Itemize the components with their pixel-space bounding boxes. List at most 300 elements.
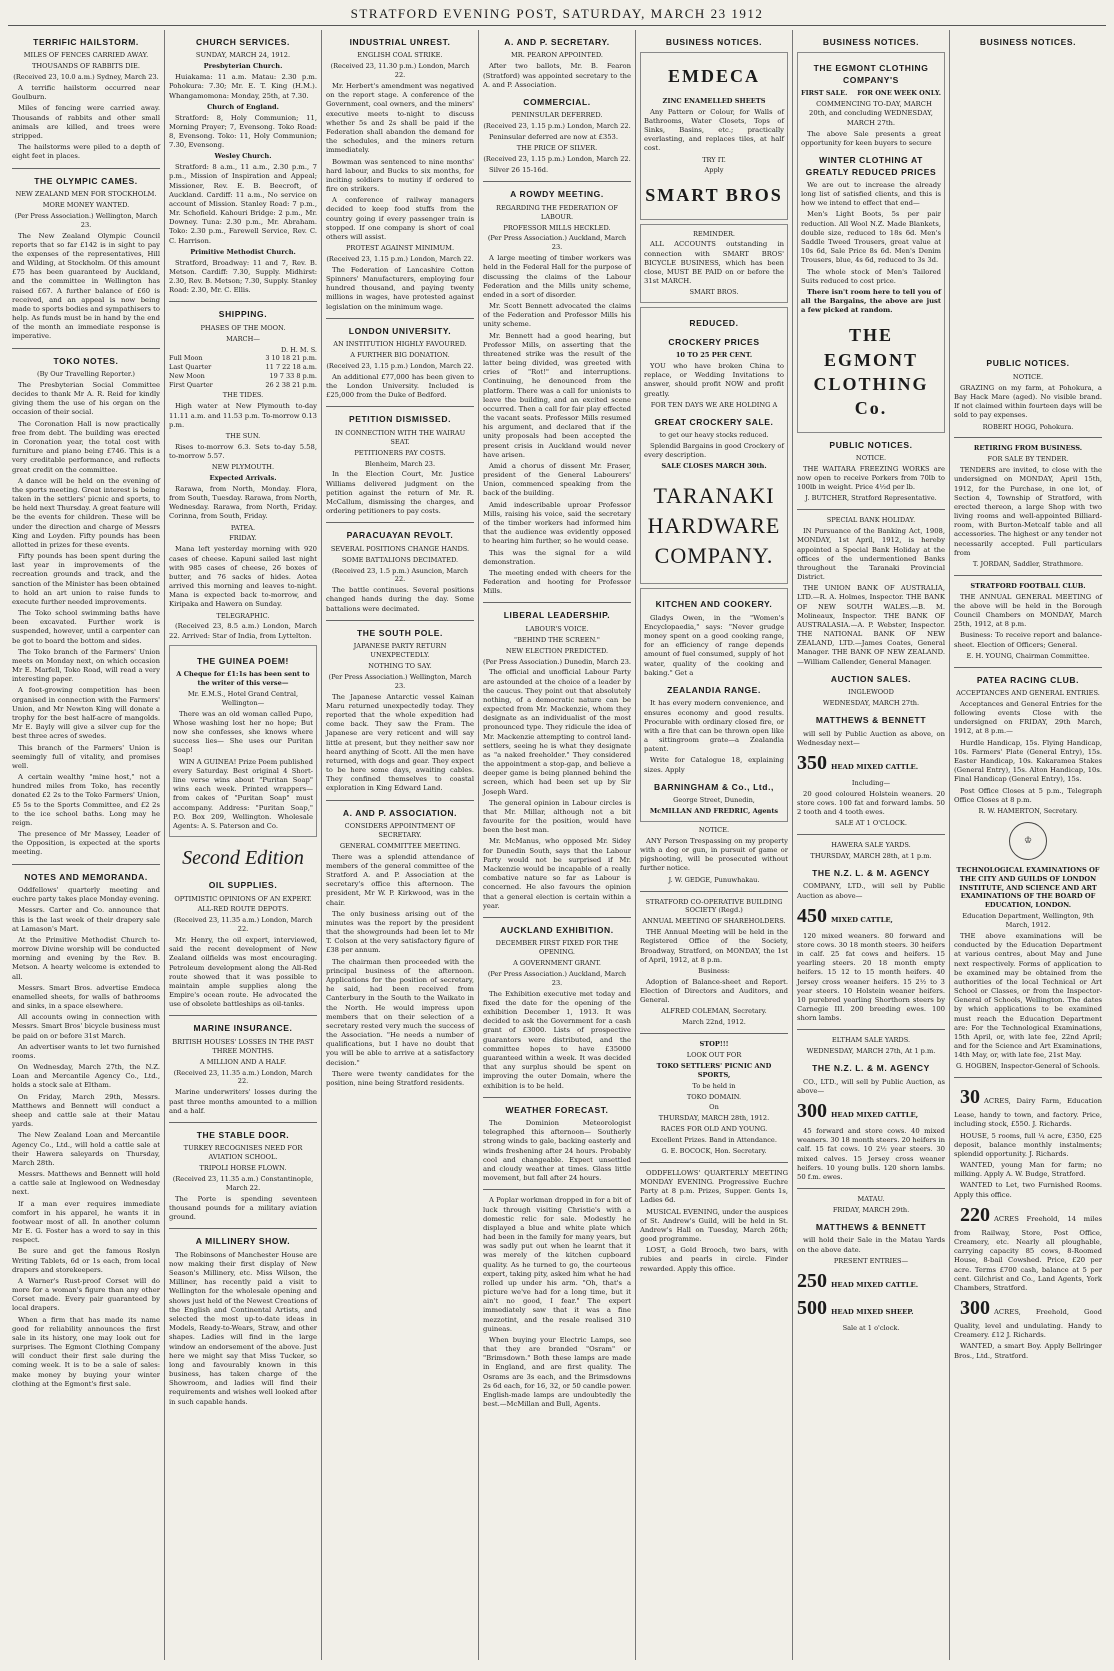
subhead: REMINDER. <box>692 229 736 238</box>
paragraph: This branch of the Farmers' Union is seemingly full of vitality, and promises well. <box>12 743 160 770</box>
lot-line: 350 HEAD MIXED CATTLE. <box>797 751 919 774</box>
headline: PARACUAYAN REVOLT. <box>346 530 454 541</box>
subhead: 10 TO 25 PER CENT. <box>675 351 753 360</box>
paragraph: THE WAITARA FREEZING WORKS are now open to receive Porkers from 70lb to 100lb in weight. Price 4½d per lb. <box>797 464 945 492</box>
headline: THE SOUTH POLE. <box>357 627 443 638</box>
kitchen-ad <box>640 588 788 822</box>
paragraph: Rarawa, from North, Monday. Flora, from South, Tuesday. Rarawa, from North, Wednesday. Rarawa, from North, Friday. Corinna, from South, Friday. <box>169 484 317 521</box>
subhead: On <box>709 1103 719 1112</box>
paragraph: The Presbyterian Social Committee decides to thank Mr A. R. Reid for kindly giving them the use of his organ on the occasion of their social. <box>12 380 160 417</box>
subhead: NEW ZEALAND MEN FOR STOCKHOLM. <box>15 189 157 198</box>
paragraph: The meeting ended with cheers for the Federation and hooting for Professor Mills. <box>483 568 631 596</box>
lot-line: 450 MIXED CATTLE, <box>797 904 893 927</box>
divider <box>326 620 474 621</box>
paragraph: Messrs. Carter and Co. announce that this is the last week of their drapery sale at Lamason's Mart. <box>12 906 160 933</box>
paragraph: A Poplar workman dropped in for a bit of luck through visiting Christie's with a domestic relic for sale. Modestly he displayed a blue and white plate which had been in the family for many years, but was sadly put out when he learnt that it was merely of the kitchen cupboard quality. As he turned to go, the courteous expert, taking pity, asked him what he had rolled up under his arm. "Oh, that's a picture we've had for a long time, but it ain't no good, I fear." The expert immediately saw that it was a fine mezzotint, and the resale realised 310 guineas. <box>483 1196 631 1333</box>
paragraph: A dance will be held on the evening of the sports meeting. Great interest is being taken in the settlers' picnic and sports, to be held next Thursday. A great feature will be the events for children. These will be under the direction and charge of Messrs King and Loyden. Fifty pounds has been allotted in prizes for these events. <box>12 476 160 549</box>
dateline: (Received 23, 11.35 a.m.) London, March 22. <box>173 1068 313 1086</box>
headline: A MILLINERY SHOW. <box>195 1236 291 1247</box>
divider <box>169 1122 317 1123</box>
paragraph: Messrs. Smart Bros. advertise Emdeca enamelled sheets, for walls of bathrooms and sinks, in a space elsewhere. <box>12 983 160 1011</box>
subhead: TOKO DOMAIN. <box>686 1092 742 1101</box>
paragraph: GRAZING on my farm, at Pohokura, a Bay Hack Mare (aged). No visible brand. If not claimed within fourteen days will be sold to pay expenses. <box>954 383 1102 420</box>
subhead: FOR SALE BY TENDER. <box>987 455 1069 464</box>
paragraph: Silver 26 15-16d. <box>489 166 549 175</box>
subhead: ANNUAL MEETING OF SHAREHOLDERS. <box>642 917 786 926</box>
subhead: PROFESSOR MILLS HECKLED. <box>503 223 611 232</box>
dateline: (Received 23, 1.5 p.m.) Asuncion, March 22. <box>331 566 469 584</box>
subhead: NEW PLYMOUTH. <box>211 463 275 472</box>
subhead: SUNDAY, MARCH 24, 1912. <box>195 51 291 60</box>
divider <box>640 891 788 892</box>
paragraph: A large meeting of timber workers was held in the Federal Hall for the purpose of discussing the claims of the Labour Federation and the Mills unity scheme, ended in a sort of disorder. <box>483 254 631 299</box>
headline: CHURCH SERVICES. <box>196 37 290 47</box>
headline: BARNINGHAM & Co., Ltd., <box>653 781 775 792</box>
dateline: (Received 23, 10.0 a.m.) Sydney, March 23. <box>13 73 159 82</box>
paragraph: IN Pursuance of the Banking Act, 1908, MONDAY, 1st April, 1912, is hereby appointed a Special Bank Holiday at the offices of the undermentioned Banks throughout the Taranaki Provincial District. <box>797 527 945 582</box>
subhead: ACCEPTANCES AND GENERAL ENTRIES. <box>956 689 1100 698</box>
paragraph: When a firm that has made its name good for reliability announces the first sale in its history, one may look out for surprises. The Egmont Clothing Company will conduct their first sale during the coming week. It is to be a sale of sales: make money by buying your winter clothing at the Egmont's first sale. <box>12 1315 160 1388</box>
paragraph: Amid a chorus of dissent Mr. Fraser, president of the General Labourers' Union, commenced speaking from the back of the building. <box>483 461 631 498</box>
divider <box>326 318 474 319</box>
signature: G. HOGBEN, Inspector-General of Schools. <box>956 1062 1100 1071</box>
crockery-ad <box>640 307 788 584</box>
paragraph: A terrific hailstorm occurred near Goulburn. <box>12 84 160 102</box>
signature: J. W. GEDGE, Punuwhakau. <box>668 875 760 884</box>
subhead: SALE CLOSES MARCH 30th. <box>661 462 767 471</box>
crest-icon: ♔ <box>1009 822 1047 860</box>
taranaki-title: TARANAKI HARDWARE COMPANY. <box>647 483 781 568</box>
paragraph: Mr. Herbert's amendment was negatived on the report stage. A conference of the Government, coal owners, and the miners' executive meets to-night to discuss whether 5s and 2s shall be paid if the Federation shall abandon the demand for the schedules, and the miners return immediately. <box>326 82 474 155</box>
paragraph: Stratford: 8, Holy Communion; 11, Morning Prayer; 7, Evensong. Toko Road: 8, Evensong. Toko: 11, Holy Communion; 7.30, Evensong. <box>169 113 317 150</box>
subhead: WEDNESDAY, MARCH 27th. <box>822 699 920 708</box>
paragraph: Acceptances and General Entries for the following events Close with the undersigned on FRIDAY, 29th March, 1912, at 8 p.m.— <box>954 699 1102 736</box>
headline: TOKO NOTES. <box>53 355 119 366</box>
subhead: TOKO SETTLERS' PICNIC AND SPORTS, <box>656 1061 772 1079</box>
subhead: SPECIAL BANK HOLIDAY. <box>826 516 916 525</box>
subhead: NOTICE. <box>698 826 730 835</box>
paragraph: 45 forward and store cows. 40 mixed weaners. 30 18 month steers. 20 heifers in calf. 15 fat cows. 10 2½ year steers. 30 mixed calves. 15 Jersey cross weaner heifers. 10 young bulls. 120 shorn lambs. 50 f.m. ewes. <box>797 1127 945 1181</box>
paragraph: Men's Light Boots, 5s per pair reduction. All Wool N.Z. Made Blankets, double size, reduced to 18s 6d. Men's Saddle Tweed Trousers, great value at 10s 6d, Sale Price 8s 6d. Men's Denim Trousers, blue, 4s 6d, reduced to 3s 3d. <box>801 210 941 265</box>
paragraph: The Toko branch of the Farmers' Union meets on Monday next, on which occasion Mr E. Marfell, Toko Road, will read a very interesting paper. <box>12 647 160 684</box>
subhead: MORE MONEY WANTED. <box>42 200 130 209</box>
divider <box>954 437 1102 438</box>
reminder-ad <box>640 224 788 304</box>
headline: THE OLYMPIC CAMES. <box>34 175 138 186</box>
paragraph: ANY Person Trespassing on my property with a dog or gun, in pursuit of game or pigshooting, will be prosecuted without further notice. <box>640 836 788 873</box>
paragraph: A certain wealthy "mine host," not a hundred miles from Toko, has recently donated £2 2s to the Toko Farmers' Union, £5 5s to the Sports Committee, and £2 2s to the ice school baths. Long may he reign. <box>12 773 160 827</box>
headline: OIL SUPPLIES. <box>208 880 278 891</box>
paragraph: In the Election Court, Mr. Justice Williams delivered judgment on the petition against the return of Mr. R. McCallum, dismissing the charges, and ordering petitioners to pay costs. <box>326 470 474 516</box>
dateline: (Per Press Association.) Dunedin, March 23. <box>483 657 631 666</box>
column-3 <box>322 30 479 1660</box>
column-4 <box>479 30 636 1660</box>
headline: AUCKLAND EXHIBITION. <box>500 924 614 935</box>
paragraph: There were twenty candidates for the position, nine being Stratford residents. <box>326 1069 474 1087</box>
divider <box>640 1162 788 1163</box>
subhead: NOTICE. <box>855 454 887 463</box>
paragraph: (Received 23, 8.5 a.m.) London, March 22. Arrived: Star of India, from Lyttelton. <box>169 622 317 640</box>
subhead: Sale at 1 o'clock. <box>842 1323 900 1332</box>
signature: J. BUTCHER, Stratford Representative. <box>805 494 937 503</box>
lot-line: 500 HEAD MIXED SHEEP. <box>797 1296 914 1319</box>
dateline: Blenheim, March 23. <box>364 459 436 468</box>
paragraph: A Warner's Rust-proof Corset will do more for a woman's figure than any other Corset made. Every pair guaranteed by local drapers. <box>12 1276 160 1313</box>
subhead: JAPANESE PARTY RETURN UNEXPECTEDLY. <box>353 642 447 660</box>
paragraph: THE Annual Meeting will be held in the Registered Office of the Society, Broadway, Stratford, on MONDAY, the 1st of April, 1912, at 8 p.m. <box>640 928 788 964</box>
column-5 <box>636 30 793 1660</box>
subhead: A Cheque for £1:1s has been sent to the writer of this verse— <box>176 670 310 688</box>
author: Mr. E.M.S., Hotel Grand Central, Wellington— <box>187 690 299 707</box>
headline: THE N.Z. L. & M. AGENCY <box>812 867 930 878</box>
paragraph: Fifty pounds has been spent during the last year in improvements of the recreation grounds and track, and the sanction of the Minister has been obtained to hold an art union to raise funds to execute further needed improvements. <box>12 552 160 606</box>
section-heading: BUSINESS NOTICES. <box>822 37 920 47</box>
paragraph: The whole stock of Men's Tailored Suits reduced to cost price. <box>801 267 941 285</box>
subhead: STRATFORD CO-OPERATIVE BUILDING SOCIETY (Regd.) <box>645 897 783 915</box>
paragraph: An additional £77,000 has been given to the London University. Included is £25,000 from the Duke of Bedford. <box>326 372 474 400</box>
moon-row: First Quarter 26 2 38 21 p.m. <box>169 380 317 389</box>
subhead: THE SUN. <box>225 431 261 440</box>
paragraph: COMPANY, LTD., will sell by Public Auction as above— <box>797 882 945 900</box>
signature: R. W. HAMERTON, Secretary. <box>978 806 1078 815</box>
subhead: A MILLION AND A HALF. <box>199 1057 287 1066</box>
paragraph: The Japanese Antarctic vessel Kainan Maru returned unexpectedly today. They reported that the whole expedition had come back. They saw the Fram. The Japanese are very reticent and will say little at present, but they neither saw nor heard anything of Scott. All the men have returned, with dogs and gear. They expect to be here some days, awaiting cables. They confined themselves to coastal exploration in King Edward Land. <box>326 692 474 793</box>
moon-row: New Moon 19 7 33 8 p.m. <box>169 371 317 380</box>
paragraph: The general opinion in Labour circles is that Mr. Millar, although not a bit favourite for the position, would have been the best man. <box>483 798 631 835</box>
paragraph: The New Zealand Loan and Mercantile Agency Co., Ltd., will hold a cattle sale at their Hawera saleyards on Thursday, March 28th. <box>12 1131 160 1167</box>
headline: KITCHEN AND COOKERY. <box>655 599 773 610</box>
divider <box>483 917 631 918</box>
paragraph: The hailstorms were piled to a depth of eight feet in places. <box>12 143 160 161</box>
paragraph: TENDERS are invited, to close with the undersigned on MONDAY, April 15th, 1912, for the Purchase, in one lot, of Section 4, Township of Stratford, with erected thereon, a large Shop with two living rooms and well-appointed Billiard-room, with Burton-Metcalf table and all accessories. The highest or any tender not necessarily accepted. Full particulars from <box>954 466 1102 557</box>
subhead: TURKEY RECOGNISES NEED FOR AVIATION SCHOOL. <box>183 1144 303 1162</box>
paragraph: The New Zealand Olympic Council reports that so far £142 is in sight to pay the expenses of the representatives, Hill and Wilding, at Stockholm. Of this amount £75 has been guaranteed by Auckland, and the committee in Wellington has raised £67. A further balance of £60 is received, and an appeal is now being made to sports bodies and sympathisers to help. As funds must be in hand by the end of the month an immediate response is imperative. <box>12 231 160 341</box>
subhead: LABOUR'S VOICE. <box>525 624 589 633</box>
classified: 300 ACRES, Freehold, Good Quality, level and undulating. Handy to Creamery. £12 J. Richards. <box>954 1297 1102 1340</box>
classified: WANTED to Let, two Furnished Rooms. Apply this office. <box>954 1181 1102 1199</box>
subhead: ENGLISH COAL STRIKE. <box>357 51 443 60</box>
subhead: TELEGRAPHIC. <box>216 611 270 620</box>
subhead: NOTICE. <box>1012 372 1044 381</box>
paragraph: On Friday, March 29th, Messrs. Matthews and Bennett will conduct a sheep and cattle sale at their Matau yards. <box>12 1092 160 1129</box>
egmont-ad <box>797 52 945 432</box>
subhead: Education Department, Wellington, 9th March, 1912. <box>962 912 1094 930</box>
subhead: INGLEWOOD <box>848 688 894 697</box>
subhead: THURSDAY, MARCH 28th, 1912. <box>658 1114 770 1123</box>
subhead: FRIDAY. <box>229 534 257 543</box>
subhead: Apply <box>704 166 724 175</box>
subhead: WEDNESDAY, MARCH 27th, At 1 p.m. <box>806 1047 936 1056</box>
headline: LONDON UNIVERSITY. <box>348 325 452 336</box>
headline: TERRIFIC HAILSTORM. <box>33 37 139 47</box>
divider <box>640 1033 788 1034</box>
paragraph: An advertiser wants to let two furnished rooms. <box>12 1042 160 1060</box>
paragraph: There isn't room here to tell you of all the Bargains, the above are just a few picked at random. <box>801 287 941 315</box>
paragraph: THE above examinations will be conducted by the Education Department at various centres, about May and June next respectively. Forms of application to be examined may be obtained from the authorities of the local Technical or Art School or Classes, or from the Inspector-General of Schools, Wellington. The dates by which applications to be examined must reach the Education Department are: For the Technological Examinations, 15th April, or, with late fee, 22nd April; and for the Science and Art Examinations, 14th May, or, with late fee, 21st May. <box>954 931 1102 1060</box>
paragraph: Mr. McManus, who opposed Mr. Sidey for Dunedin South, says that the Labour Party would not be surprised if Mr. Mackenzie would be incapable of a really combative nature so far as Labour is concerned. He also favours the opinion that a general election is certain within a year. <box>483 837 631 910</box>
divider <box>797 1029 945 1030</box>
paragraph: THE UNION BANK OF AUSTRALIA, LTD.—R. A. Holmes, Inspector. THE BANK OF NEW SOUTH WALES.—B. M. Molineaux, Inspector. THE BANK OF AUSTRALASIA.—A. P. Webster, Inspector. THE NATIONAL BANK OF NEW ZEALAND, LTD.—James Coates, General Manager. THE BANK OF NEW ZEALAND.—William Callender, General Manager. <box>797 584 945 666</box>
headline: PATEA RACING CLUB. <box>976 674 1080 685</box>
subhead: TRY IT. <box>702 155 726 164</box>
column-2 <box>165 30 322 1660</box>
divider <box>169 1015 317 1016</box>
subhead: MILES OF FENCES CARRIED AWAY. <box>23 51 149 60</box>
divider <box>483 1097 631 1098</box>
paragraph: THE ANNUAL GENERAL MEETING of the above will be held in the Borough Council Chambers on MONDAY, March 25th, 1912, at 8 p.m. <box>954 592 1102 629</box>
signature: G. E. BOCOCK, Hon. Secretary. <box>661 1146 767 1155</box>
subhead: SOME BATTALIONS DECIMATED. <box>341 555 459 564</box>
paragraph: Be sure and get the famous Roslyn Writing Tablets, 6d or 1s each, from local drapers and storekeepers. <box>12 1247 160 1274</box>
subhead: PRESENT ENTRIES— <box>833 1256 909 1265</box>
divider <box>12 168 160 169</box>
subhead: IN CONNECTION WITH THE WAIRAU SEAT. <box>334 428 466 446</box>
subhead: Including— <box>851 778 891 787</box>
subhead: Expected Arrivals. <box>209 473 277 482</box>
classified: 220 ACRES Freehold, 14 miles from Railway, Store, Post Office, Creamery, etc. Nearly all ploughable, carrying capacity 85 cows, 8-Roomed House, 8-bail Cowshed. Price, £20 per acre. Terms £700 cash, balance at 5 per cent. Gilchrist and Co., Land Agents, York Chambers, Stratford. <box>954 1203 1102 1292</box>
subhead: SEVERAL POSITIONS CHANGE HANDS. <box>330 544 470 553</box>
paragraph: CO., LTD., will sell by Public Auction, as above— <box>797 1077 945 1095</box>
subhead: ELTHAM SALE YARDS. <box>831 1036 911 1045</box>
paragraph: Gladys Owen, in the "Women's Encyclopaedia," says: "Never grudge money spent on a good cooking range, for an efficiency of range depends amount of fuel consumed, supply of hot water, quality of the cooking and baking." Get a <box>644 613 784 677</box>
paragraph: We are out to increase the already long list of satisfied clients, and this is how we intend to effect that end— <box>801 180 941 208</box>
headline: MARINE INSURANCE. <box>193 1023 293 1034</box>
paragraph: The Coronation Hall is now practically free from debt. The building was erected in Coronation year, the total cost with furniture and piano being £746. This is a very creditable performance, and reflects great credit on the committee. <box>12 419 160 474</box>
paragraph: Amid indescribable uproar Professor Mills, raising his voice, said the secretary of the timber workers had informed him that the audience was evidently opposed to hearing him further, so he would cease. <box>483 500 631 546</box>
paragraph: The battle continues. Several positions changed hands during the day. Some battalions were decimated. <box>326 586 474 613</box>
signature: E. H. YOUNG, Chairman Committee. <box>966 651 1090 660</box>
lot-line: 300 HEAD MIXED CATTLE, <box>797 1100 919 1123</box>
church-name: Wesley Church. <box>214 152 272 161</box>
paragraph: Write for Catalogue 18, explaining sizes. Apply <box>644 756 784 774</box>
paragraph: COMMENCING TO-DAY, MARCH 20th, and concluding WEDNESDAY, MARCH 27th. <box>809 100 933 127</box>
paragraph: A foot-growing competition has been organised in connection with the Farmers' Union, and Mr Newton King will donate a trophy for the best half-acre of mangolds. Mr E. Bayly will give a silver cup for the best three acres of swedes. <box>12 686 160 741</box>
paragraph: The Federation of Lancashire Cotton Spinners' Manufacturers, employing four hundred thousand, and paying twenty millions in wages, have protested against legislation on the minimum wage. <box>326 265 474 311</box>
headline: COMMERCIAL. <box>523 96 591 107</box>
paragraph: Peninsular deferred are now at £353. <box>489 133 618 142</box>
subhead: Excellent Prizes. Band in Attendance. <box>651 1136 777 1145</box>
emdeca-title: EMDECA <box>668 66 760 87</box>
moon-columns: D. H. M. S. <box>281 345 317 354</box>
paragraph: This was the signal for a wild demonstration. <box>483 548 631 566</box>
paragraph: Hurdle Handicap, 15s. Flying Handicap, 10s. Farmers' Plate (General Entry), 15s. Easter Handicap, 10s. Kakaramea Stakes (General Entry), 15s. Alton Handicap, 10s. Final Handicap (General Entry), 15s. <box>954 738 1102 784</box>
dateline: (Received 23, 1.15 p.m.) London, March 22. <box>483 155 631 164</box>
paragraph: Any Pattern or Colour, for Walls of Bathrooms, Water Closets, Tops of Sinks, Basins, etc.; practically everlasting, and replaces tiles, at half cost. <box>644 107 784 153</box>
paragraph: The chairman then proceeded with the principal business of the afternoon. Applications for the position of secretary, he said, had been received from Canterbury in the South to the Waikato in the North. He would impress upon members that on their selection of a secretary rested very much the success of the Association. "He needs a number of qualifications, but I have no doubt that you will be able to arrive at a satisfactory decision." <box>326 957 474 1067</box>
headline: MATTHEWS & BENNETT <box>815 1221 927 1232</box>
lot-line: 250 HEAD MIXED CATTLE. <box>797 1269 919 1292</box>
paragraph: At the Primitive Methodist Church to-morrow Divine worship will be conducted morning and evening by the Rev. B. Metson. A hearty welcome is extended to all. <box>12 935 160 981</box>
subhead: George Street, Dunedin, <box>673 796 755 805</box>
paragraph: 20 good coloured Holstein weaners. 20 store cows. 100 fat and forward lambs. 50 2 tooth and 4 tooth ewes. <box>797 789 945 817</box>
subhead: THOUSANDS OF RABBITS DIE. <box>32 62 140 71</box>
moon-row: Full Moon 3 10 18 21 p.m. <box>169 354 317 363</box>
illegible-ad-space <box>954 51 1102 351</box>
subhead: ALL-RED ROUTE DEPOTS. <box>197 905 289 914</box>
column-6 <box>793 30 950 1660</box>
subhead: BRITISH HOUSES' LOSSES IN THE PAST THREE MONTHS. <box>172 1037 314 1055</box>
column-1 <box>8 30 165 1660</box>
column-7 <box>950 30 1106 1660</box>
moon-header <box>169 346 317 355</box>
section-heading: PUBLIC NOTICES. <box>829 439 913 450</box>
subhead: MATAU. <box>857 1195 885 1204</box>
divider <box>954 667 1102 668</box>
paragraph: A conference of railway managers decided to keep food stuffs from the country going if every passenger train is stopped. If one company is short of coal others will assist. <box>326 196 474 241</box>
dateline: (Received 23, 1.15 p.m.) London, March 22. <box>326 361 474 370</box>
paragraph: Splendid Bargains in good Crockery of every description. <box>644 442 784 460</box>
smart-bros-title: SMART BROS <box>645 185 783 206</box>
paragraph: On Wednesday, March 27th, the N.Z. Loan and Mercantile Agency Co., Ltd., holds a stock sale at Eltham. <box>12 1063 160 1090</box>
byline: (By Our Travelling Reporter.) <box>37 370 135 379</box>
headline: THE STABLE DOOR. <box>196 1129 290 1140</box>
paragraph: The Robinsons of Manchester House are now making their first display of New Season's Millinery, etc. Miss Wilson, the Milliner, has recently paid a visit to Wellington for the wholesale opening and shows just held of the Newest Creations of the English and Continental Artists, and selected the most up-to-date ideas in Models, Ready-to-Wears, Straw, and other shapes. Ladies will find in the large window an endorsement of the above. Just here we might say that Miss Tucker, so long and favourably known in this business, has taken charge of the Showroom, and ladies will find their requirements and wishes well looked after in such capable hands. <box>169 1250 317 1406</box>
paragraph: Rises to-morrow 6.3. Sets to-day 5.58, to-morrow 5.57. <box>169 442 317 460</box>
divider <box>797 509 945 510</box>
subhead: Business: <box>698 966 730 975</box>
headline: THE N.Z. L. & M. AGENCY <box>812 1063 930 1074</box>
headline: ZEALANDIA RANGE. <box>667 684 761 695</box>
subhead: THURSDAY, MARCH 28th, at 1 p.m. <box>810 852 932 861</box>
subhead: FOR TEN DAYS WE ARE HOLDING A <box>650 400 778 409</box>
egmont-title: THE EGMONT CLOTHING Co. <box>813 325 929 419</box>
subhead: McMILLAN AND FREDRIC, Agents <box>649 807 779 816</box>
subhead: NEW ELECTION PREDICTED. <box>505 646 609 655</box>
headline: GREAT CROCKERY SALE. <box>654 416 774 427</box>
divider <box>12 348 160 349</box>
paragraph: If a man ever requires immediate comfort in his apparel, he wants it in footwear most of all. In another column Mr E. G. Foster has a word to say in this respect. <box>12 1199 160 1245</box>
headline: A ROWDY MEETING. <box>510 189 604 200</box>
guinea-poem-ad <box>169 645 317 837</box>
dateline: (Per Press Association.) Auckland, March 23. <box>487 970 627 987</box>
paragraph: The Porte is spending seventeen thousand pounds for a military aviation ground. <box>169 1194 317 1222</box>
dateline: (Received 23, 11.35 a.m.) Constantinople, March 22. <box>172 1175 314 1192</box>
subhead: PHASES OF THE MOON. <box>200 323 286 332</box>
second-edition: Second Edition <box>182 847 304 870</box>
paragraph: WIN A GUINEA! Prize Poem published every Saturday. Best original 4 Short-line verse wins about "Puritan Soap" wins each week. Printed wrappers—from cakes of "Puritan Soap" must accompany. Address: "Puritan Soap," P.O. Box 209, Wellington. Wholesale Agents: A. S. Paterson and Co. <box>173 757 313 830</box>
paragraph: YOU who have broken China to replace, or Wedding Invitations to answer, should profit NOW and profit greatly. <box>644 362 784 398</box>
headline: CROCKERY PRICES <box>668 336 760 347</box>
paragraph: The above Sale presents a great opportunity for keen buyers to secure <box>801 129 941 147</box>
emdeca-ad <box>640 52 788 219</box>
paragraph: The official and unofficial Labour Party are astounded at the choice of a leader by the caucus. They point out that absolutely nothing, of a democratic nature can be expected from Mr. Mackenzie, whom they designate as an individualist of the most pronounced type. They ridicule the idea of Mr. Mackenzie attempting to control land-settlers, seeing he is what they designate as "a naked freeholder." They considered the appointment a stop-gap, and believe a deeper game is being planned behind the screen, which had been set up by Sir Joseph Ward. <box>483 668 631 796</box>
headline: MATTHEWS & BENNETT <box>815 715 927 726</box>
divider <box>326 522 474 523</box>
subhead: DECEMBER FIRST FIXED FOR THE OPENING. <box>495 939 619 957</box>
paragraph: The presence of Mr Massey, Leader of the Opposition, is expected at the sports meeting. <box>12 830 160 857</box>
subhead: MR. PEARON APPOINTED. <box>511 51 603 60</box>
divider <box>326 406 474 407</box>
subhead: TRIPOLI HORSE FLOWN. <box>199 1164 287 1173</box>
subhead: GENERAL COMMITTEE MEETING. <box>339 841 461 850</box>
dateline: (Received 23, 1.15 p.m.) London, March 22. <box>483 122 631 131</box>
paragraph: Mr. Bennett had a good hearing, but Professor Mills, on asserting that the threatened strike was the result of the latter being divided, was greeted with cries of "Rot!" and interruptions. Continuing, he denounced from the platform. There was a call for unionists to leave the building, and an excited scene occurred. Then a call for fair play effected the vacant seats. Professor Mills resumed his argument, and declared that if the unity proposals had been accepted the present crisis in Auckland would never have arisen. <box>483 331 631 459</box>
paragraph: will hold their Sale in the Matau Yards on the above date. <box>797 1236 945 1254</box>
divider <box>954 1077 1102 1078</box>
date: March 22nd, 1912. <box>682 1018 746 1027</box>
moon-row: Last Quarter 11 7 22 18 a.m. <box>169 363 317 372</box>
headline: INDUSTRIAL UNREST. <box>349 37 451 47</box>
masthead: STRATFORD EVENING POST, SATURDAY, MARCH 23 1912 <box>8 6 1106 26</box>
subhead: THE TIDES. <box>222 391 264 400</box>
classified: WANTED, a smart Boy. Apply Bellringer Bros., Ltd., Stratford. <box>954 1342 1102 1360</box>
subhead: PENINSULAR DEFERRED. <box>511 111 603 120</box>
dateline: (Received 23, 11.35 a.m.) London, March 22. <box>173 916 313 934</box>
dateline: (Received 23, 11.30 p.m.) London, March 22. <box>330 62 470 80</box>
classified: WANTED, young Man for farm; no milking. Apply A. W. Budge, Stratford. <box>954 1161 1102 1179</box>
divider <box>483 181 631 182</box>
subhead: SALE AT 1 O'CLOCK. <box>835 819 907 828</box>
signature: T. JORDAN, Saddler, Strathmore. <box>972 559 1084 568</box>
paragraph: High water at New Plymouth to-day 11.11 a.m. and 11.53 p.m. To-morrow 0.13 p.m. <box>169 402 317 429</box>
headline: THE GUINEA POEM! <box>197 655 289 666</box>
paragraph: The Dominion Meteorologist telegraphed this afternoon— Southerly strong winds to gale, backing easterly and winds freshening after 24 hours. Probably cool and changeable. Expect unsettled and cloudy weather at times. Glass little movement, but fall after 24 hours. <box>483 1119 631 1183</box>
subhead: RACES FOR OLD AND YOUNG. <box>660 1125 768 1134</box>
paragraph: Bowman was sentenced to nine months' hard labour, and Bucks to six months, for inciting soldiers to mutiny if ordered to fire on strikers. <box>326 157 474 194</box>
headline: WEATHER FORECAST. <box>505 1104 609 1115</box>
dateline: (Per Press Association.) Wellington, March 23. <box>14 211 158 229</box>
subhead: To be held in <box>692 1081 736 1090</box>
divider <box>954 575 1102 576</box>
paragraph: Business: To receive report and balance-sheet. Election of Officers; General. <box>954 631 1102 649</box>
paragraph: Mana left yesterday morning with 920 cases of cheese. Kapuni sailed last night with 985 cases of cheese, 26 boxes of butter, and 76 sacks of hides. Aotea arrived this morning and leaves to-night. Mana is expected back to-morrow, and Kiripaka and Hawera on Sunday. <box>169 545 317 609</box>
subhead: PETITIONERS PAY COSTS. <box>354 448 446 457</box>
subhead: LOOK OUT FOR <box>686 1050 742 1059</box>
divider <box>483 602 631 603</box>
classified: 30 ACRES, Dairy Farm, Education Lease, handy to town, and factory. Price, including stock, £550. J. Richards. <box>954 1086 1102 1129</box>
headline: NOTES AND MEMORANDA. <box>24 871 148 882</box>
paragraph: Oddfellows' quarterly meeting and euchre party takes place Monday evening. <box>12 886 160 904</box>
subhead: CONSIDERS APPOINTMENT OF SECRETARY. <box>344 822 456 839</box>
paragraph: Mr. Henry, the oil expert, interviewed, said the recent development of New Zealand oilfields was most encouraging. Petroleum development along the All-Red route showed that it was possible to maintain ample supplies along the Empire's ocean route. He advocated the use of obsolete battleships as oil-tanks. <box>169 936 317 1009</box>
section-heading: PUBLIC NOTICES. <box>986 358 1070 369</box>
headline: REDUCED. <box>689 318 739 329</box>
divider <box>169 301 317 302</box>
dateline: (Received 23, 1.15 p.m.) London, March 22. <box>326 254 474 263</box>
divider <box>483 1189 631 1190</box>
headline: WINTER CLOTHING AT GREATLY REDUCED PRICES <box>805 155 937 177</box>
paragraph: It has every modern convenience, and ensures economy and good results. Procurable with ordinary closed fire, or with a fire that can be thrown open like a sittingroom grate—a Zealandia patent. <box>644 699 784 754</box>
paragraph: Miles of fencing were carried away. Thousands of rabbits and other small animals are killed, and trees were stripped. <box>12 104 160 140</box>
paragraph: All accounts owing in connection with Messrs. Smart Bros' bicycle business must be paid on or before 31st March. <box>12 1013 160 1040</box>
divider <box>326 800 474 801</box>
paragraph: Messrs. Matthews and Bennett will hold a cattle sale at Inglewood on Wednesday next. <box>12 1170 160 1197</box>
paragraph: Post Office Closes at 5 p.m., Telegraph Office Closes at 8 p.m. <box>954 786 1102 804</box>
subhead: NOTHING TO SAY. <box>368 662 432 671</box>
subhead: STOP!!! <box>699 1040 729 1049</box>
paragraph: Huiakama: 11 a.m. Matau: 2.30 p.m. Pohokura: 7.30; Mr. E. T. King (H.M.). Whangamomona: Monday, 25th, at 7.30. <box>169 73 317 100</box>
subhead: AN INSTITUTION HIGHLY FAVOURED. <box>333 340 467 349</box>
paragraph: Marine underwriters' losses during the past three months amounted to a million and a half. <box>169 1088 317 1115</box>
paragraph: After two ballots, Mr. B. Fearon (Stratford) was appointed secretary to the A. and P. Association. <box>483 62 631 89</box>
subhead: ZINC ENAMELLED SHEETS <box>662 96 766 105</box>
subhead: RETIRING FROM BUSINESS. <box>973 444 1083 453</box>
subhead: OPTIMISTIC OPINIONS OF AN EXPERT. <box>174 894 312 903</box>
poem: There was an old woman called Pupo, Whose washing lost her no hope; But now she confesses, she knows where success lies— She uses our Puritan Soap! <box>173 709 313 755</box>
subhead: A GOVERNMENT GRANT. <box>513 959 601 968</box>
subhead: PROTEST AGAINST MINIMUM. <box>345 244 455 253</box>
church-name: Primitive Methodist Church. <box>190 247 296 256</box>
paragraph: When buying your Electric Lamps, see that they are branded "Osram" or "Brimsdown." Both these lamps are made in England, and are first quality. The Osrams are 3s each, and the Brimsdowns 2s 6d each, for 16, 32, or 50 candle power. English-made lamps are undoubtedly the best.—McMillan and Bull, Agents. <box>483 1335 631 1409</box>
headline: THE EGMONT CLOTHING COMPANY'S <box>813 63 929 85</box>
headline: SHIPPING. <box>218 309 268 320</box>
section-heading: BUSINESS NOTICES. <box>665 37 763 47</box>
classified: HOUSE, 5 rooms, full ¼ acre, £350, £25 deposit, balance monthly instalments; splendid opportunity. J. Richards. <box>954 1131 1102 1158</box>
headline: LIBERAL LEADERSHIP. <box>503 610 611 621</box>
subhead: TECHNOLOGICAL EXAMINATIONS OF THE CITY AND GUILDS OF LONDON INSTITUTE, AND SCIENCE AND ART EXAMINATIONS OF THE BOARD OF EDUCATION, LONDON. <box>956 865 1100 910</box>
signature: ALFRED COLEMAN, Secretary. <box>661 1007 767 1016</box>
columns <box>8 30 1106 1660</box>
